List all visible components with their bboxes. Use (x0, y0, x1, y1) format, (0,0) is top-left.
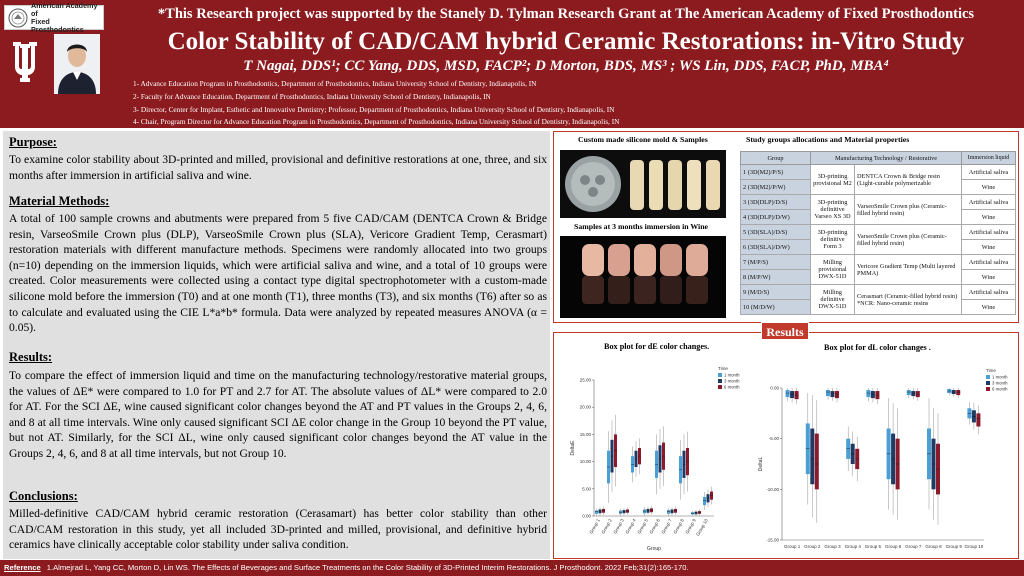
table-cell-group: 6 (3D(SLA)/D/W) (741, 240, 811, 255)
conclusions-text: Milled-definitive CAD/CAM hybrid ceramic restoration (Cerasamart) has better color stability than other CAD/CAM restoration in this study, yet all included 3D-printed and milled, provisional, and definitive hybrid ceramics have clinically acceptable color stability under saliva condition. (9, 507, 547, 552)
box (595, 511, 598, 514)
table-cell-liquid: Wine (962, 180, 1016, 195)
x-tick-label: Group 8 (672, 518, 685, 535)
table-cell-material: Vericore Gradient Temp (Multi layered PMMA) (855, 255, 962, 285)
table-cell-liquid: Artificial saliva (962, 255, 1016, 270)
table-cell-group: 7 (M/P/S) (741, 255, 811, 270)
box (815, 434, 819, 490)
table-cell-liquid: Wine (962, 210, 1016, 225)
y-tick-label: -15.00 (766, 537, 779, 543)
table-cell-liquid: Artificial saliva (962, 225, 1016, 240)
purpose-text: To examine color stability about 3D-printed and milled, provisional and definitive restorations at one, three, and six months after immersion in artificial saliva and wine. (9, 153, 547, 182)
x-tick-label: Group 6 (884, 544, 902, 549)
x-tick-label: Group 7 (660, 518, 673, 535)
methods-heading: Material Methods: (9, 194, 110, 208)
box (871, 391, 875, 398)
box (698, 511, 701, 514)
legend-label: 1 month (992, 374, 1008, 380)
x-tick-label: Group 9 (945, 544, 962, 549)
y-axis-label: DeltaL (758, 456, 764, 472)
affiliation-2: 2- Faculty for Advance Education, Department of Prosthodontics, Indiana University School of Dentistry, Indianapolis, IN (133, 92, 491, 101)
box (866, 390, 870, 397)
table-cell-tech: Milling provisional DWX-51D (811, 255, 855, 285)
text-panel (3, 131, 550, 559)
legend-label: 3 month (724, 378, 740, 384)
x-tick-label: Group 5 (636, 518, 649, 535)
x-tick-label: Group 5 (864, 544, 882, 549)
wine-samples-photo (560, 236, 726, 318)
y-tick-label: 25.00 (579, 377, 591, 383)
box (786, 390, 790, 397)
legend-label: 1 month (724, 372, 740, 378)
methods-text: A total of 100 sample crowns and abutments were prepared from 5 five CAD/CAM (DENTCA Crown & Bridge resin, VarseoSmile Crown plus (DLP), VarseoSmile Crown plus (SLA), Vericore Gradient Temp, Cerasmart) restoration materials with different manufacture methods. Specimens were randomly allocated into two groups (n=10) depending on the immersion liquids, which were artificial saliva and wine, and a total of 10 groups were created. Color measurements were collected using a contact type digital spectrophotometer with a custom-made silicone mold before the immersion (T0) and at one month (T1), three months (T3), and six months (T6) after so as to calculate and evaluated using the CIE L*a*b* formula. Data were analyzed by repeated measures ANOVA (α = 0.05). (9, 212, 547, 335)
mold-title: Custom made silicone mold & Samples (578, 135, 708, 144)
affiliation-1: 1- Advance Education Program in Prosthodontics, Department of Prosthodontics, Indiana University School of Dentistry, Indianapolis, IN (133, 79, 537, 88)
y-axis-label: DeltaE (570, 440, 576, 456)
box (650, 508, 653, 512)
table-cell-liquid: Wine (962, 270, 1016, 285)
table-cell-group: 2 (3D(M2)/P/W) (741, 180, 811, 195)
x-tick-label: Group 4 (624, 518, 637, 535)
table-header-group: Group (741, 152, 811, 165)
legend-swatch (718, 379, 722, 383)
legend-swatch (986, 375, 990, 379)
y-tick-label: 5.00 (582, 486, 591, 492)
table-cell-material: VarseoSmile Crown plus (Ceramic-filled hybrid resin) (855, 225, 962, 255)
table-cell-tech: Milling definitive DWX-51D (811, 285, 855, 315)
x-tick-label: Group 3 (612, 518, 625, 535)
table-header-liquid: Immersion liquid (962, 152, 1016, 165)
table-title: Study groups allocations and Material properties (746, 135, 910, 144)
x-tick-label: Group 2 (804, 544, 821, 549)
legend-swatch (718, 373, 722, 377)
x-tick-label: Group 10 (695, 518, 709, 537)
chart-dl-title: Box plot for dL color changes . (824, 343, 931, 352)
silicone-mold-photo (560, 150, 726, 218)
legend-title: Time (718, 366, 728, 371)
table-cell-liquid: Wine (962, 300, 1016, 315)
x-tick-label: Group 7 (905, 544, 922, 549)
table-header-tech: Manufacturing Technology / Restorative (811, 152, 962, 165)
legend-label: 6 month (724, 384, 740, 390)
table-cell-liquid: Artificial saliva (962, 195, 1016, 210)
box (671, 509, 674, 513)
study-groups-table (740, 151, 1016, 315)
aafp-logo-line2: Fixed Prosthodontics (31, 16, 84, 34)
box (674, 509, 677, 513)
box (835, 391, 839, 398)
samples-title: Samples at 3 months immersion in Wine (574, 222, 709, 231)
x-tick-label: Group 9 (684, 518, 697, 535)
purpose-heading: Purpose: (9, 135, 57, 149)
y-tick-label: 10.00 (579, 459, 591, 465)
x-tick-label: Group 8 (925, 544, 942, 549)
grant-statement: *This Research project was supported by the Stanely D. Tylman Research Grant at The American Academy of Fixed Prosthodontics (157, 6, 975, 22)
affiliation-3: 3- Director, Center for Implant, Esthetic and Innovative Dentistry; Professor, Department of Prosthodontics, Indiana University School of Dentistry, Indianapolis, IN (133, 105, 615, 114)
table-cell-group: 8 (M/P/W) (741, 270, 811, 285)
box-plot-de (558, 354, 748, 556)
legend-swatch (986, 387, 990, 391)
table-cell-material: Cerasmart (Ceramic-filled hybrid resin) *NCR: Nano-ceramic resins (855, 285, 962, 315)
box (976, 413, 980, 426)
box-plot-dl (752, 356, 1016, 556)
box (956, 390, 960, 395)
box (911, 391, 915, 396)
x-tick-label: Group 1 (588, 518, 601, 535)
table-cell-liquid: Wine (962, 240, 1016, 255)
reference-label: Reference (4, 563, 41, 572)
table-cell-tech: 3D-printing provisional M2 (811, 165, 855, 195)
y-tick-label: 0.00 (770, 385, 779, 391)
results-heading: Results: (9, 350, 53, 364)
x-axis-label: Group (647, 546, 661, 552)
table-cell-tech: 3D-printing definitive Form 3 (811, 225, 855, 255)
box (695, 512, 698, 515)
legend-label: 6 month (992, 386, 1008, 392)
table-cell-group: 10 (M/D/W) (741, 300, 811, 315)
box (810, 429, 814, 485)
box (707, 494, 710, 502)
table-cell-material: VarseoSmile Crown plus (Ceramic-filled hybrid resin) (855, 195, 962, 225)
table-cell-group: 4 (3D(DLP)/D/W) (741, 210, 811, 225)
box (703, 497, 706, 505)
legend-swatch (718, 385, 722, 389)
legend-title: Time (986, 368, 996, 373)
box (831, 391, 835, 397)
box (643, 509, 646, 513)
poster-title: Color Stability of CAD/CAM hybrid Ceramic Restorations: in-Vitro Study (167, 28, 965, 55)
box (599, 509, 602, 513)
box (647, 509, 650, 513)
table-cell-group: 1 (3D(M2)/P/S) (741, 165, 811, 180)
table-cell-tech: 3D-printing definitive Varseo XS 3D (811, 195, 855, 225)
x-tick-label: Group 1 (783, 544, 801, 549)
table-cell-liquid: Artificial saliva (962, 285, 1016, 300)
reference-footer (0, 560, 1024, 576)
legend-label: 3 month (992, 380, 1008, 386)
aafp-logo-line1: American Academy of (31, 0, 98, 18)
table-cell-group: 5 (3D(SLA)/D/S) (741, 225, 811, 240)
results-text: To compare the effect of immersion liquid and time on the manufacturing technology/restorative material groups, the values of ΔE* were compared to 1.0 for PT and 2.7 for AT. The absolute values of ΔL* were compared to 2.0 for AT. For the SCI ΔE, wine caused significant color changes beyond the AT and PT values in the Groups 2, 4, 6, and 8 at all time intervals. Wine only caused significant SCI ΔE color change in the Group 10 beyond the PT value, but not AT. Similarly, for the SCI ΔL, wine only caused significant color changes beyond the AT value in the Groups 2, 4, 6, and 8 at all time intervals, but not Group 10. (9, 369, 547, 460)
x-tick-label: Group 2 (600, 518, 613, 535)
x-tick-label: Group 6 (648, 518, 661, 535)
results-badge: Results (761, 322, 809, 340)
table-cell-liquid: Artificial saliva (962, 165, 1016, 180)
x-tick-label: Group 3 (824, 544, 841, 549)
conclusions-heading: Conclusions: (9, 489, 78, 503)
x-tick-label: Group 10 (964, 544, 984, 549)
affiliation-4: 4- Chair, Program Director for Advance Education Program in Prosthodontics, Department of Prosthodontics, Indiana University School of Dentistry, Indianapolis, IN (133, 117, 620, 126)
x-tick-label: Group 4 (844, 544, 861, 549)
y-tick-label: -5.00 (768, 436, 779, 442)
table-cell-material: DENTCA Crown & Bridge resin (Light-curable polymerizable (855, 165, 962, 195)
box (826, 390, 830, 396)
box (602, 509, 605, 513)
legend-swatch (986, 381, 990, 385)
poster-header (0, 0, 1024, 128)
box (907, 390, 911, 395)
chart-de-title: Box plot for dE color changes. (604, 342, 710, 351)
reference-text: 1.Almejrad L, Yang CC, Morton D, Lin WS. The Effects of Beverages and Surface Treatments on the Color Stability of 3D-Printed Interim Restorations. J Prosthodont. 2022 Feb;31(2):165-170. (46, 563, 689, 572)
y-tick-label: 0.00 (582, 513, 591, 519)
box (710, 492, 713, 500)
y-tick-label: 15.00 (579, 431, 591, 437)
table-cell-group: 9 (M/D/S) (741, 285, 811, 300)
poster-authors: T Nagai, DDS¹; CC Yang, DDS, MSD, FACP²; D Morton, BDS, MS³ ; WS Lin, DDS, FACP, PhD, MBA⁴ (243, 58, 889, 74)
box (790, 391, 794, 398)
y-tick-label: -10.00 (766, 486, 779, 492)
y-tick-label: 20.00 (579, 404, 591, 410)
table-cell-group: 3 (3D(DLP)/D/S) (741, 195, 811, 210)
box (667, 510, 670, 514)
